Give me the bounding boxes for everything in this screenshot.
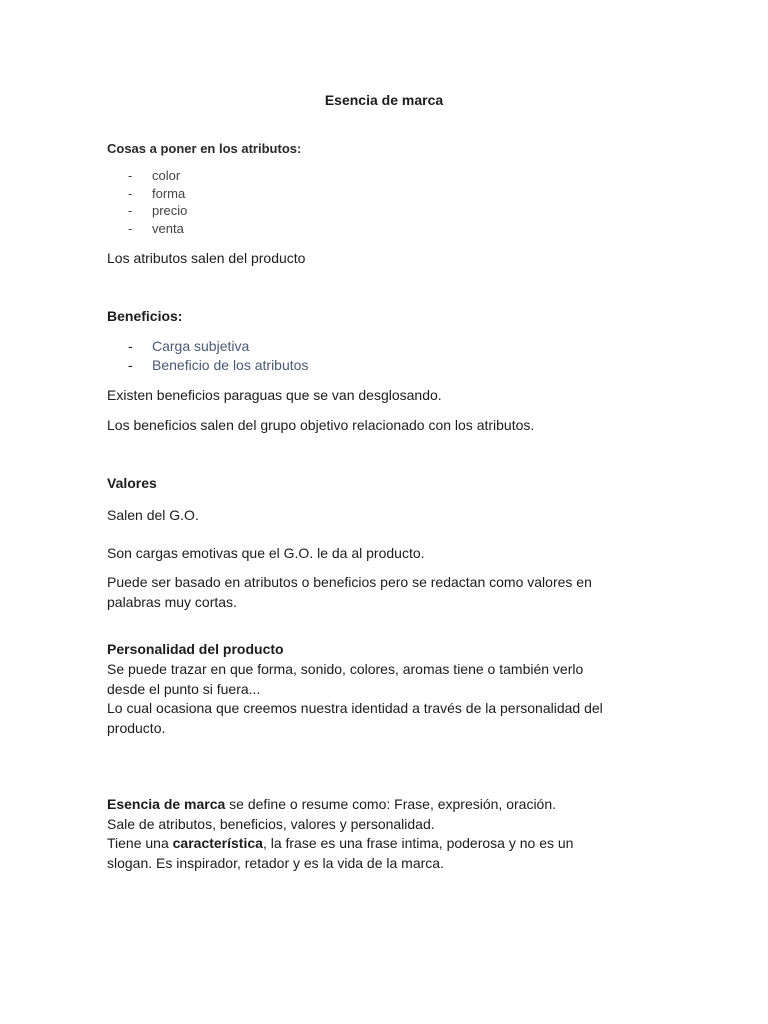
- document-title: Esencia de marca: [324, 92, 444, 108]
- list-item: [128, 338, 249, 354]
- dash-bullet: -: [128, 221, 133, 236]
- benefit-item-label: Carga subjetiva: [152, 338, 250, 354]
- essence-term: Esencia de marca: [107, 796, 226, 812]
- personality-line-1: Se puede trazar en que forma, sonido, colores, aromas tiene o también verlo: [107, 661, 584, 677]
- essence-line-3-prefix: Tiene una: [107, 835, 173, 851]
- personality-heading: Personalidad del producto: [107, 641, 284, 657]
- personality-line-2: desde el punto si fuera...: [107, 681, 261, 697]
- personality-line-3: Lo cual ocasiona que creemos nuestra identidad a través de la personalidad del: [107, 700, 603, 716]
- values-heading: Valores: [107, 475, 157, 491]
- dash-bullet: -: [128, 338, 133, 354]
- essence-line-4: slogan. Es inspirador, retador y es la vida de la marca.: [107, 855, 444, 871]
- benefit-item-label: Beneficio de los atributos: [152, 357, 309, 373]
- values-paragraph-3-line-1: Puede ser basado en atributos o beneficios pero se redactan como valores en: [107, 574, 592, 590]
- attributes-heading: Cosas a poner en los atributos:: [107, 141, 302, 156]
- list-item: [128, 357, 308, 373]
- dash-bullet: -: [128, 168, 133, 183]
- attribute-item-label: venta: [152, 221, 184, 236]
- attributes-note: Los atributos salen del producto: [107, 250, 306, 266]
- benefits-paragraph-2: Los beneficios salen del grupo objetivo relacionado con los atributos.: [107, 417, 535, 433]
- benefits-heading: Beneficios:: [107, 308, 183, 324]
- list-item: [128, 168, 180, 183]
- personality-line-4: producto.: [107, 720, 166, 736]
- list-item: [128, 186, 185, 201]
- dash-bullet: -: [128, 203, 133, 218]
- essence-line-1-text: se define o resume como: Frase, expresión, oración.: [225, 796, 557, 812]
- values-paragraph-1: Salen del G.O.: [107, 507, 199, 523]
- list-item: [128, 203, 187, 218]
- attribute-item-label: color: [152, 168, 181, 183]
- values-paragraph-2: Son cargas emotivas que el G.O. le da al producto.: [107, 545, 425, 561]
- essence-characteristic-term: característica: [172, 835, 263, 851]
- dash-bullet: -: [128, 186, 133, 201]
- list-item: [128, 221, 184, 236]
- essence-line-1: [107, 794, 556, 814]
- essence-line-2: Sale de atributos, beneficios, valores y personalidad.: [107, 816, 435, 832]
- essence-line-3: [107, 833, 573, 853]
- values-paragraph-3-line-2: palabras muy cortas.: [107, 594, 237, 610]
- benefits-paragraph-1: Existen beneficios paraguas que se van desglosando.: [107, 387, 442, 403]
- attribute-item-label: forma: [152, 186, 186, 201]
- attribute-item-label: precio: [152, 203, 188, 218]
- essence-line-3-text: , la frase es una frase intima, poderosa y no es un: [262, 835, 574, 851]
- dash-bullet: -: [128, 357, 133, 373]
